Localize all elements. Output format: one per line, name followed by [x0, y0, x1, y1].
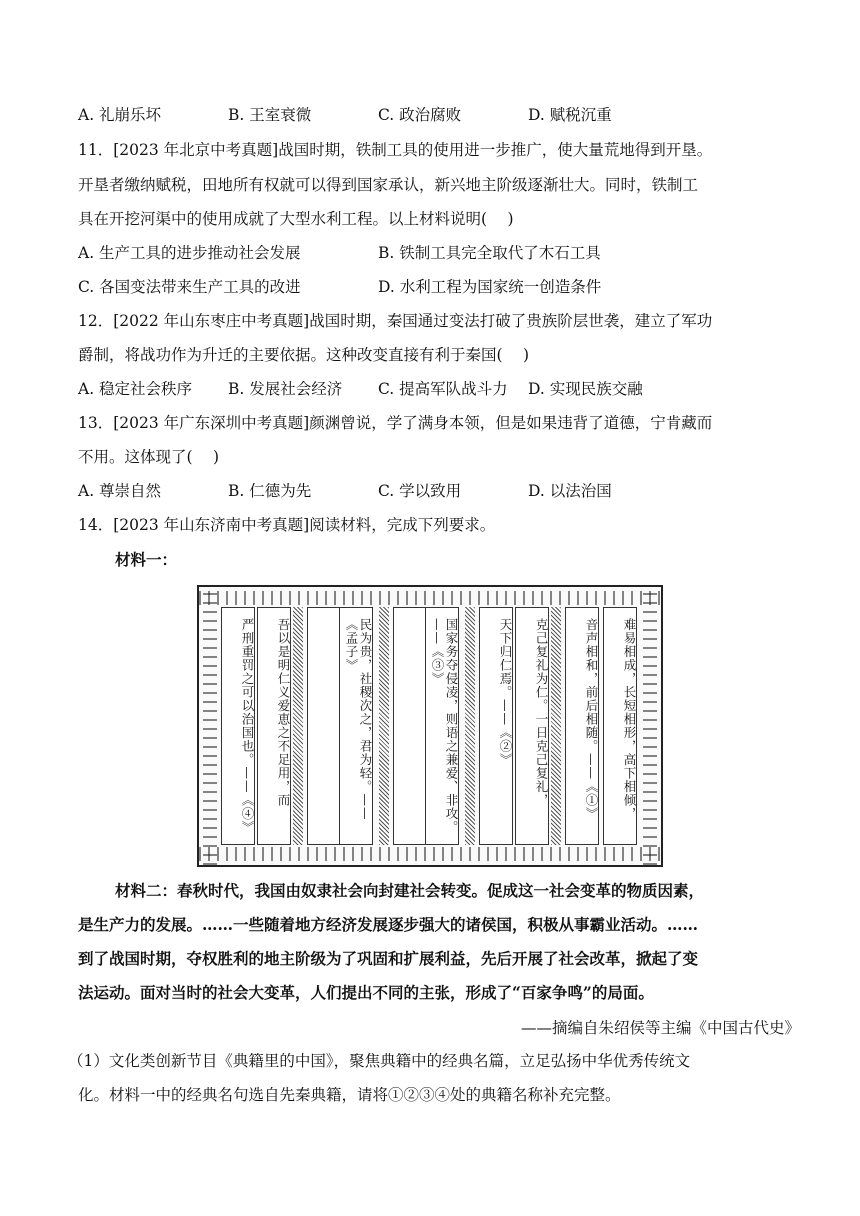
q12-stem-line2: 爵制，将战功作为升迁的主要依据。这种改变直接有利于秦国( ) [78, 346, 530, 364]
slip-gap [551, 607, 561, 845]
q12-option-a: A. 稳定社会秩序 [78, 380, 193, 398]
q13-option-a: A. 尊崇自然 [78, 482, 162, 500]
slip-gap [465, 607, 475, 845]
q13-stem-line1: 13．[2023 年广东深圳中考真题]颜渊曾说，学了满身本领，但是如果违背了道德，宁肯藏而 [78, 414, 713, 432]
slip-4-text: 国家务夺侵凌，则语之兼爱、非攻。——《③》 [430, 618, 459, 834]
slip-3-text: 民为贵，社稷次之，君为轻。——《孟子》 [344, 618, 373, 821]
material2-line4: 法运动。面对当时的社会大变革，人们提出不同的主张，形成了“百家争鸣”的局面。 [78, 983, 654, 1002]
q10-option-b: B. 王室衰微 [228, 106, 312, 124]
slip-2-text: 吾以是明仁义爱恵之不足用，而 [276, 618, 291, 807]
q14-sub1-line2: 化。材料一中的经典名句选自先秦典籍，请将①②③④处的典籍名称补充完整。 [78, 1086, 621, 1104]
border-pattern-bottom [199, 847, 661, 861]
q13-option-b: B. 仁德为先 [228, 482, 312, 500]
slip-1 [221, 607, 255, 845]
q11-option-c: C. 各国变法带来生产工具的改进 [78, 278, 301, 296]
slip-6 [515, 607, 549, 845]
border-pattern-left [203, 587, 217, 865]
material1-label: 材料一： [115, 550, 178, 569]
slip-2 [257, 607, 291, 845]
slip-gap [379, 607, 389, 845]
q13-option-d: D. 以法治国 [528, 482, 612, 500]
q11-stem-line3: 具在开挖河渠中的使用成就了大型水利工程。以上材料说明( ) [78, 210, 514, 228]
material2-line3: 到了战国时期，夺权胜利的地主阶级为了巩固和扩展利益，先后开展了社会改革，掀起了变 [78, 949, 699, 968]
q12-option-b: B. 发展社会经济 [228, 380, 343, 398]
q13-stem-line2: 不用。这体现了( ) [78, 448, 220, 466]
bamboo-slips-figure [197, 585, 663, 867]
slip-6-text: 克己复礼为仁。一日克己复礼， [534, 618, 549, 807]
q10-option-d: D. 赋税沉重 [528, 106, 612, 124]
q11-option-a: A. 生产工具的进步推动社会发展 [78, 244, 301, 262]
q11-option-d: D. 水利工程为国家统一创造条件 [378, 278, 602, 296]
q12-stem-line1: 12．[2022 年山东枣庄中考真题]战国时期，秦国通过变法打破了贵族阶层世袭，建立了军功 [78, 312, 713, 330]
q12-option-d: D. 实现民族交融 [528, 380, 643, 398]
q10-option-c: C. 政治腐败 [378, 106, 462, 124]
slip-7-text: 音声相和，前后相随。——《①》 [584, 618, 599, 821]
slip-3 [339, 607, 373, 845]
q12-option-c: C. 提高军队战斗力 [378, 380, 508, 398]
q10-option-a: A. 礼崩乐坏 [78, 106, 162, 124]
slip-5 [479, 607, 513, 845]
q11-stem-line2: 开垦者缴纳赋税，田地所有权就可以得到国家承认，新兴地主阶级逐渐壮大。同时，铁制工 [78, 176, 699, 194]
slip-gap [293, 607, 303, 845]
slip-8-text: 难易相成，长短相形，高下相倾， [622, 618, 637, 821]
slip-4 [425, 607, 459, 845]
slip-7 [565, 607, 599, 845]
slip-8 [603, 607, 637, 845]
border-pattern-top [199, 591, 661, 605]
q13-option-c: C. 学以致用 [378, 482, 462, 500]
material2-line1: 材料二：春秋时代，我国由奴隶社会向封建社会转变。促成这一社会变革的物质因素， [115, 881, 705, 900]
q11-option-b: B. 铁制工具完全取代了木石工具 [378, 244, 601, 262]
border-pattern-right [643, 587, 657, 865]
material2-source: ——摘编自朱绍侯等主编《中国古代史》 [520, 1019, 800, 1037]
q14-sub1-line1: （1）文化类创新节目《典籍里的中国》，聚焦典籍中的经典名篇，立足弘扬中华优秀传统文 [68, 1052, 691, 1070]
slip-1-text: 严刑重罚之可以治国也。——《④》 [240, 618, 255, 834]
slip-5-text: 天下归仁焉。——《②》 [498, 618, 513, 767]
material2-line2: 是生产力的发展。……一些随着地方经济发展逐步强大的诸侯国，积极从事霸业活动。…… [78, 915, 699, 934]
q11-stem-line1: 11．[2023 年北京中考真题]战国时期，铁制工具的使用进一步推广，使大量荒地得到开垦。 [78, 141, 713, 159]
q14-stem: 14．[2023 年山东济南中考真题]阅读材料，完成下列要求。 [78, 516, 496, 534]
